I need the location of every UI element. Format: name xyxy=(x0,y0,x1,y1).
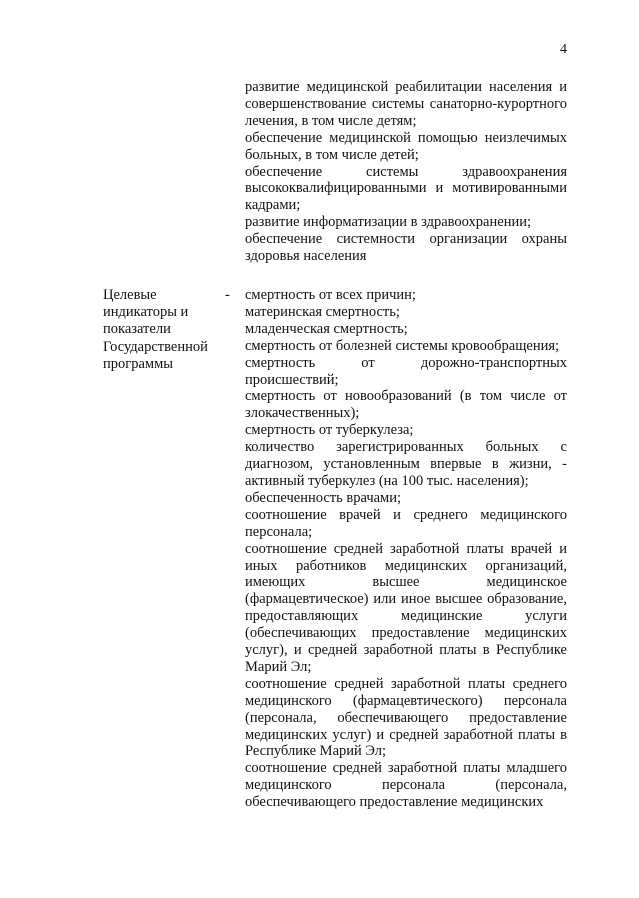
top-items-list xyxy=(245,79,567,265)
top-item: развитие информатизации в здравоохранении; xyxy=(245,214,531,231)
indicator-item: соотношение средней заработной платы среднего медицинского (фармацевтического) персонала (персонала, обеспечивающего предоставление медицинских услуг) и средней заработной платы в Республике Марий Эл; xyxy=(245,675,567,760)
indicator-item: соотношение средней заработной платы младшего медицинского персонала (персонала, обеспечивающего предоставление медицинских xyxy=(245,760,567,811)
indicators-label-line: Государственной xyxy=(103,338,208,355)
indicator-item: смертность от новообразований (в том числе от злокачественных); xyxy=(245,388,567,422)
indicators-label-line: показатели xyxy=(103,321,171,338)
top-item: развитие медицинской реабилитации населения и совершенствование системы санаторно-курортного лечения, в том числе детям; xyxy=(245,79,567,129)
indicators-label xyxy=(103,287,223,373)
top-item: обеспечение системности организации охраны здоровья населения xyxy=(245,231,567,265)
top-item: обеспечение медицинской помощью неизлечимых больных, в том числе детей; xyxy=(245,129,567,163)
indicators-label-line: индикаторы и xyxy=(103,304,189,321)
indicator-item: младенческая смертность; xyxy=(245,320,408,337)
indicator-item: смертность от болезней системы кровообращения; xyxy=(245,337,560,354)
indicator-item: смертность от туберкулеза; xyxy=(245,422,414,439)
page-number: 4 xyxy=(560,42,567,57)
indicator-item: соотношение средней заработной платы врачей и иных работников медицинских организаций, имеющих высшее медицинское (фармацевтическое) или иное высшее образование, предоставляющих медицинские услуги (обеспечивающих предоставление медицинских услуг), и средней заработной платы в Республике Марий Эл; xyxy=(245,540,567,675)
indicators-list xyxy=(245,287,567,811)
top-item: обеспечение системы здравоохранения высококвалифицированными и мотивированными кадрами; xyxy=(245,163,567,214)
indicators-label-line: Целевые xyxy=(103,287,157,303)
label-dash: - xyxy=(225,287,230,303)
indicator-item: смертность от дорожно-транспортных происшествий; xyxy=(245,354,567,388)
indicator-item: материнская смертность; xyxy=(245,303,400,320)
indicator-item: смертность от всех причин; xyxy=(245,287,416,303)
indicator-item: соотношение врачей и среднего медицинского персонала; xyxy=(245,506,567,540)
indicators-label-line: программы xyxy=(103,355,173,372)
indicator-item: количество зарегистрированных больных с диагнозом, установленным впервые в жизни, - активный туберкулез (на 100 тыс. населения); xyxy=(245,439,567,489)
indicator-item: обеспеченность врачами; xyxy=(245,489,402,506)
